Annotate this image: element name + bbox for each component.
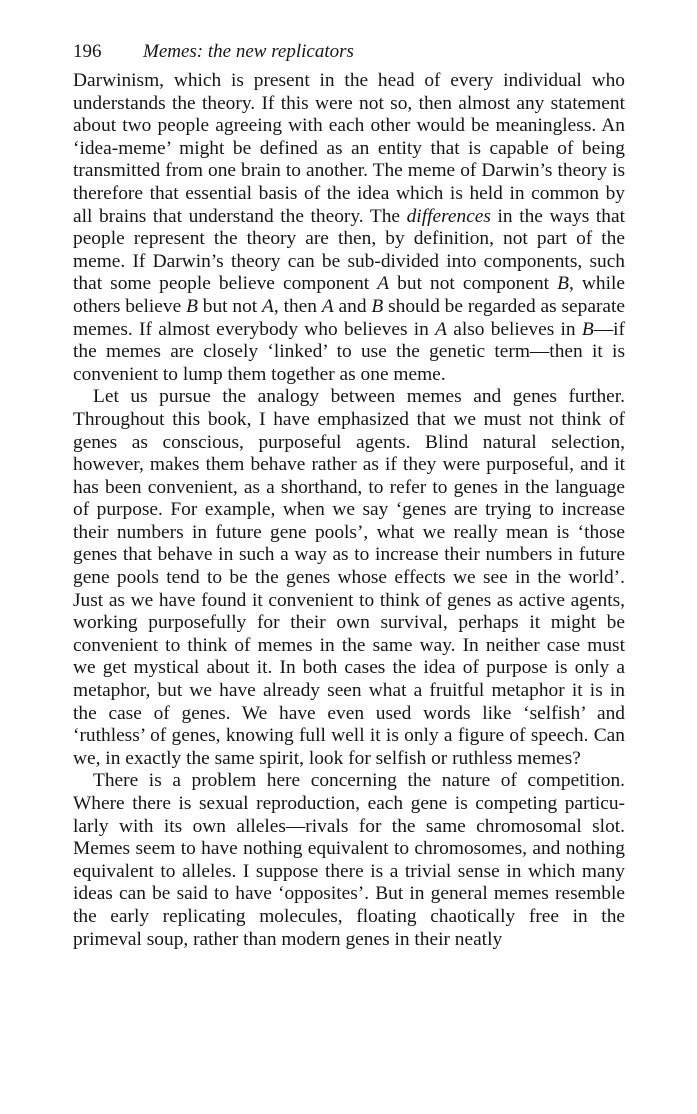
text-run: Let us pursue the analogy between memes and genes further. Throughout this book, I have emphasized that we must not think of genes as conscious, purposeful agents. Blind natural selection, however, makes them behave rather as if they were purposeful, and it has been convenient, as a shorthand, to refer to genes in the language of purpose. For example, when we say ‘genes are trying to increase their numbers in future gene pools’, what we really mean is ‘those genes that behave in such a way as to increase their numbers in future gene pools tend to be the genes whose effects we see in the world’. Just as we have found it convenient to think of genes as active agents, working purposefully for their own survival, perhaps it might be convenient to think of memes in the same way. In neither case must we get mystical about it. In both cases the idea of purpose is only a metaphor, but we have already seen what a fruitful metaphor it is in the case of genes. We have even used words like ‘selfish’ and ‘ruthless’ of genes, knowing full well it is only a figure of speech. Can we, in exactly the same spirit, look for selfish or ruthless memes? [73,386,625,769]
running-head [73,34,625,70]
text-run: , then [273,295,322,317]
italic-text: B [581,318,594,340]
text-run: Darwinism, which is present in the head of every individual who understands the theory. If this were not so, then almost any statement about two people agreeing with each other would be meaningless. An ‘idea-meme’ might be defined as an entity that is capable of being transmitted from one brain to another. The meme of Darwin’s theory is therefore that essential basis of the idea which is held in common by all brains that understand the theory. The [73,70,625,227]
paragraph [73,70,625,386]
italic-text: A [321,295,334,317]
italic-text: A [262,295,274,317]
text-run: but not component [389,273,558,295]
running-title: Memes: the new replicators [143,41,354,62]
italic-text: B [186,295,198,317]
book-page [73,34,625,951]
italic-text: B [557,273,569,295]
text-run: but not [197,295,263,317]
text-run: There is a problem here concerning the nature of competition. Where there is sexual reproduction, each gene is competing particu-larly with its own alleles—rivals for the same chromosomal slot. Memes seem to have nothing equivalent to chromosomes, and nothing equivalent to alleles. I suppose there is a trivial sense in which many ideas can be said to have ‘opposites’. But in general memes resemble the early replicating molecules, floating chaotically free in the primeval soup, rather than modern genes in their neatly [73,770,625,950]
italic-text: A [435,318,447,340]
text-run: should be regarded as separate memes. If almost everybody who believes in [73,295,626,340]
text-run: —if the memes are closely ‘linked’ to use the genetic term—then it is convenient to lump them together as one meme. [73,318,625,385]
paragraph [73,770,625,951]
text-run: , while others believe [73,273,625,317]
paragraph [73,386,625,770]
italic-text: B [371,295,384,317]
text-run: also believes in [446,318,582,340]
text-run: and [333,295,372,317]
body-text [73,70,625,951]
italic-text: A [377,273,390,295]
text-run: in the ways that people represent the theory are then, by definition, not part of the meme. If Darwin’s theory can be sub-divided into components, such that some people believe component [73,205,625,295]
page-number: 196 [73,41,102,62]
italic-text: differences [406,205,491,227]
